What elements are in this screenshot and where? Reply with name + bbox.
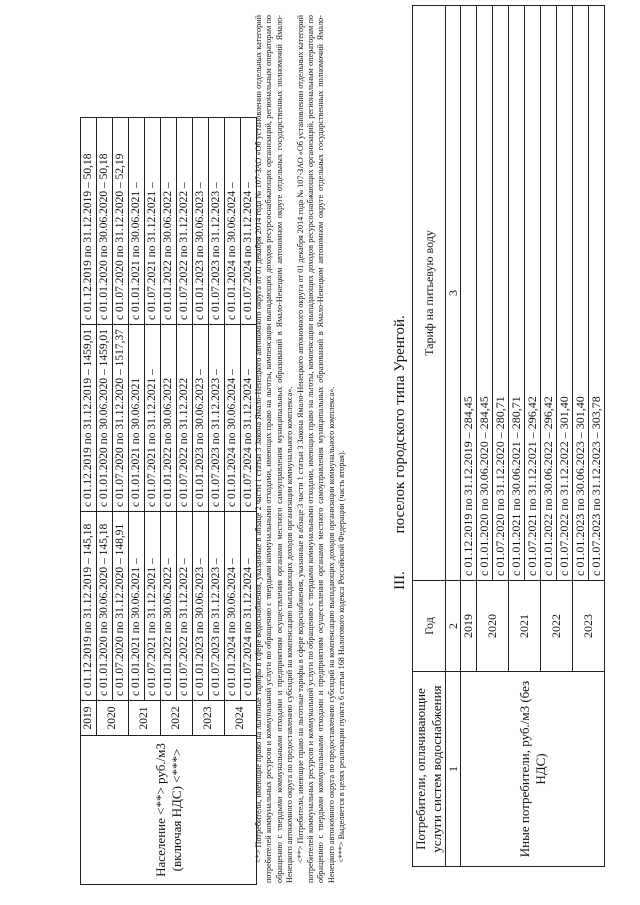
year-cell: 2021 [129, 701, 161, 736]
column-number: 3 [446, 6, 461, 581]
tariff-cell: с 01.07.2022 по 31.12.2022 – 301,40 [557, 6, 573, 581]
header-year: Год [413, 581, 446, 672]
tariff-cell: с 01.07.2020 по 31.12.2020 – 280,71 [493, 6, 509, 581]
tariff-cell: с 01.01.2023 по 30.06.2023 – [193, 512, 209, 701]
tariff-cell: с 01.01.2024 по 30.06.2024 – [225, 512, 241, 701]
header-consumers: Потребители, оплачивающие услуги систем водоснабжения [413, 672, 446, 867]
footnote-2: <**> Потребители, имеющие право на льготные тарифы в сфере водоснабжения, указанные в абзаце 3 части 1 статьи 3 Закона Ямало-Ненецкого автономного округа от 01 декабря 2014 года № 107-ЗАО «Об установлении отдельных категорий потребителей коммунальных ресурсов и коммунальной услуги по обращению с твердыми коммунальными отходами, имеющих право на льготы, компенсации выпадающих доходов ресурсоснабжающих организаций, региональным операторам по обращению с твердыми коммунальными отходами и предприятиям осуществления органами местного самоуправления муниципальных образований в Ямало-Ненецком автономном округе отдельных государственных полномочий Ямало-Ненецкого автономного округа по предоставлению субсидий на компенсацию выпадающих доходов организации коммунального комплекса». [295, 15, 336, 883]
tariff-cell: с 01.01.2021 по 30.06.2021 – 280,71 [509, 6, 525, 581]
table-row [461, 6, 477, 867]
tariff-cell: с 01.01.2021 по 30.06.2021 – [129, 117, 145, 324]
tariff-cell: с 01.01.2021 по 30.06.2021 [129, 324, 145, 511]
tariff-cell: с 01.07.2024 по 31.12.2024 – [241, 324, 257, 511]
tariff-cell: с 01.07.2023 по 31.12.2023 – [209, 117, 225, 324]
column-number: 1 [446, 672, 461, 867]
tariff-cell: с 01.01.2020 по 30.06.2020 – 50,18 [97, 117, 113, 324]
tariff-cell: с 01.01.2022 по 30.06.2022 – 296,42 [541, 6, 557, 581]
year-cell: 2020 [477, 581, 509, 672]
year-cell: 2019 [81, 701, 97, 736]
tariff-cell: с 01.01.2020 по 30.06.2020 – 284,45 [477, 6, 493, 581]
tariff-cell: с 01.07.2021 по 31.12.2021 – [145, 512, 161, 701]
tariff-table-population [80, 117, 257, 885]
tariff-cell: с 01.07.2022 по 31.12.2022 [177, 324, 193, 511]
header-tariff: Тариф на питьевую воду [413, 6, 446, 581]
tariff-cell: с 01.01.2024 по 30.06.2024 – [225, 117, 241, 324]
tariff-cell: с 01.07.2021 по 31.12.2021 – [145, 117, 161, 324]
section-number: III. [392, 571, 408, 590]
section-title: поселок городского типа Уренгой. [392, 315, 408, 534]
section-heading [392, 0, 409, 905]
year-cell: 2019 [461, 581, 477, 672]
table-row [81, 117, 97, 884]
category-cell: Иные потребители, руб./м3 (без НДС) [461, 672, 605, 867]
footnote-3: <***> Выделяется в целях реализации пункта 6 статьи 168 Налогового кодекса Российской Федерации (часть вторая). [337, 450, 347, 863]
tariff-cell: с 01.12.2019 по 31.12.2019 – 284,45 [461, 6, 477, 581]
year-cell: 2021 [509, 581, 541, 672]
tariff-table-urengoy [412, 5, 605, 867]
tariff-cell: с 01.07.2021 по 31.12.2021 – 296,42 [525, 6, 541, 581]
tariff-cell: с 01.07.2021 по 31.12.2021 – [145, 324, 161, 511]
tariff-cell: с 01.07.2020 по 31.12.2020 – 148,91 [113, 512, 129, 701]
year-cell: 2022 [541, 581, 573, 672]
tariff-cell: с 01.01.2022 по 30.06.2022 [161, 324, 177, 511]
tariff-cell: с 01.01.2023 по 30.06.2023 – [193, 117, 209, 324]
table-number-row [446, 6, 461, 867]
year-cell: 2023 [193, 701, 225, 736]
tariff-cell: с 01.07.2023 по 31.12.2023 – 303,78 [589, 6, 605, 581]
tariff-cell: с 01.01.2021 по 30.06.2021 – [129, 512, 145, 701]
tariff-cell: с 01.07.2020 по 31.12.2020 – 52,19 [113, 117, 129, 324]
tariff-cell: с 01.01.2020 по 30.06.2020 – 145,18 [97, 512, 113, 701]
tariff-cell: с 01.07.2023 по 31.12.2023 – [209, 324, 225, 511]
tariff-cell: с 01.07.2022 по 31.12.2022 – [177, 512, 193, 701]
tariff-cell: с 01.07.2020 по 31.12.2020 – 1517,37 [113, 324, 129, 511]
table-header-row [413, 6, 446, 867]
year-cell: 2023 [573, 581, 605, 672]
tariff-cell: с 01.07.2024 по 31.12.2024 – [241, 117, 257, 324]
tariff-cell: с 01.12.2019 по 31.12.2019 – 50,18 [81, 117, 97, 324]
tariff-cell: с 01.07.2022 по 31.12.2022 – [177, 117, 193, 324]
year-cell: 2024 [225, 701, 257, 736]
tariff-cell: с 01.01.2020 по 30.06.2020 – 1459,01 [97, 324, 113, 511]
year-cell: 2022 [161, 701, 193, 736]
tariff-cell: с 01.01.2023 по 30.06.2023 – 301,40 [573, 6, 589, 581]
category-cell: Население <**> руб./м3 (включая НДС) <***> [81, 736, 257, 885]
column-number: 2 [446, 581, 461, 672]
footnotes [254, 15, 348, 883]
tariff-cell: с 01.01.2022 по 30.06.2022 – [161, 512, 177, 701]
tariff-cell: с 01.01.2022 по 30.06.2022 – [161, 117, 177, 324]
tariff-cell: с 01.07.2024 по 31.12.2024 – [241, 512, 257, 701]
tariff-cell: с 01.07.2023 по 31.12.2023 – [209, 512, 225, 701]
footnote-1: <*> Потребители, имеющие право на льготные тарифы в сфере водоснабжения, указанные в абзаце 2 части 1 статьи 3 Закона Ямало-Ненецкого автономного округа от 01 декабря 2014 года № 107-ЗАО «Об установлении отдельных категорий потребителей коммунальных ресурсов и коммунальной услуги по обращению с твердыми коммунальными отходами, имеющих право на льготы, компенсации выпадающих доходов ресурсоснабжающих организаций, региональным операторам по обращению с твердыми коммунальными отходами и предприятиям осуществления органами местного самоуправления муниципальных образований в Ямало-Ненецком автономном округе отдельных государственных полномочий Ямало-Ненецкого автономного округа по предоставлению субсидий на компенсацию выпадающих доходов организации коммунального комплекса». [254, 15, 295, 883]
tariff-cell: с 01.01.2024 по 30.06.2024 – [225, 324, 241, 511]
year-cell: 2020 [97, 701, 129, 736]
tariff-cell: с 01.12.2019 по 31.12.2019 – 145,18 [81, 512, 97, 701]
tariff-cell: с 01.12.2019 по 31.12.2019 – 1459,01 [81, 324, 97, 511]
tariff-cell: с 01.01.2023 по 30.06.2023 – [193, 324, 209, 511]
